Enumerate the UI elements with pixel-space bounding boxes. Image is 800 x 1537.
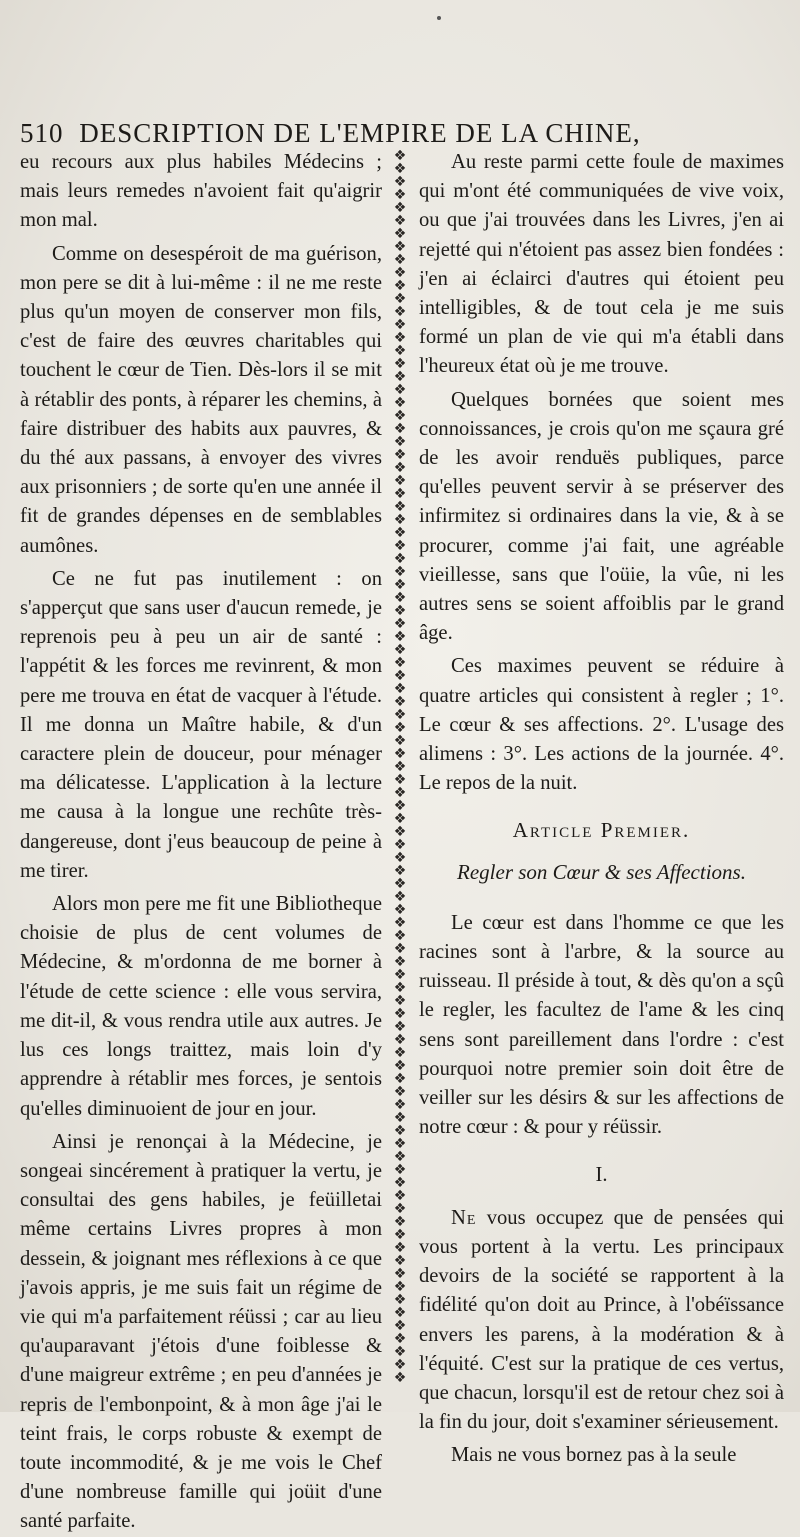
divider-ornament: ❖ — [393, 694, 407, 710]
divider-ornament: ❖ — [393, 1266, 407, 1282]
divider-ornament: ❖ — [393, 174, 407, 190]
divider-ornament: ❖ — [393, 1344, 407, 1360]
divider-ornament: ❖ — [393, 150, 407, 164]
divider-ornament: ❖ — [393, 499, 407, 515]
divider-ornament: ❖ — [393, 928, 407, 944]
divider-ornament: ❖ — [393, 1084, 407, 1100]
divider-ornament: ❖ — [393, 941, 407, 957]
ink-speck — [437, 16, 441, 20]
divider-ornament: ❖ — [393, 1318, 407, 1334]
divider-ornament: ❖ — [393, 1370, 407, 1386]
divider-ornament: ❖ — [393, 1097, 407, 1113]
divider-ornament: ❖ — [393, 1058, 407, 1074]
left-paragraph-5: Ainsi je renonçai à la Médecine, je songeai sincérement à pratiquer la vertu, je consultai des gens habiles, je feüilletai même certains Livres propres à mon dessein, & joignant mes réflexions à ce que j'avois appris, je me suis fait un régime de vie qui m'a parfaitement réüssi ; car au lieu qu'auparavant j'étois d'une foiblesse & d'une maigreur extrême ; en peu d'années je repris de l'embonpoint, & à mon âge j'ai le teint frais, le corps robuste & exempt de toute incommodité, & je me vois le Chef d'une nombreuse famille qui joüit d'une santé parfaite. — [20, 1130, 382, 1533]
divider-ornament: ❖ — [393, 434, 407, 450]
divider-ornament: ❖ — [393, 187, 407, 203]
divider-ornament: ❖ — [393, 1032, 407, 1048]
divider-ornament: ❖ — [393, 239, 407, 255]
divider-ornament: ❖ — [393, 460, 407, 476]
drop-cap-word: Ne — [451, 1206, 477, 1229]
divider-ornament: ❖ — [393, 1292, 407, 1308]
left-paragraph-2: Comme on desespéroit de ma guérison, mon pere se dit à lui-même : il ne me reste plus qu'un moyen de conserver mon fils, c'est de faire des œuvres charitables qui touchent le cœur de Tien. Dès-lors il se mit à rétablir des ponts, à réparer les chemins, à faire distribuer des habits aux pauvres, & du thé aux passans, à envoyer des vivres aux prisonniers ; de sorte qu'en une année il fit de grandes dépenses en de semblables aumônes. — [20, 242, 382, 557]
page-number: 510 — [20, 118, 64, 148]
divider-ornament: ❖ — [393, 993, 407, 1009]
divider-ornament: ❖ — [393, 1253, 407, 1269]
divider-ornament: ❖ — [393, 1279, 407, 1295]
divider-ornament: ❖ — [393, 616, 407, 632]
divider-ornament: ❖ — [393, 1331, 407, 1347]
divider-ornament: ❖ — [393, 1240, 407, 1256]
divider-ornament: ❖ — [393, 1214, 407, 1230]
divider-ornament: ❖ — [393, 525, 407, 541]
divider-ornament: ❖ — [393, 837, 407, 853]
running-title: DESCRIPTION DE L'EMPIRE DE LA CHINE, — [79, 118, 641, 148]
divider-ornament: ❖ — [393, 1006, 407, 1022]
divider-ornament: ❖ — [393, 330, 407, 346]
divider-ornament: ❖ — [393, 590, 407, 606]
divider-ornament: ❖ — [393, 746, 407, 762]
article-heading: Article Premier. — [512, 818, 691, 843]
right-paragraph-2: Quelques bornées que soient mes connoissances, je crois qu'on me sçaura gré de les avoir renduës publiques, parce qu'elles peuvent servir à se préserver des infirmitez si ordinaires dans la vie, & à se procurer, comme j'ai fait, une agréable vieillesse, sans que l'oüie, la vûe, ni les autres sens se soient affoiblis par le grand âge. — [419, 388, 784, 645]
divider-ornament: ❖ — [393, 1019, 407, 1035]
divider-ornament: ❖ — [393, 759, 407, 775]
divider-ornament: ❖ — [393, 1162, 407, 1178]
divider-ornament: ❖ — [393, 421, 407, 437]
divider-ornament: ❖ — [393, 226, 407, 242]
right-paragraph-4: Le cœur est dans l'homme ce que les racines sont à l'arbre, & la source au ruisseau. Il préside à tout, & dès qu'on a sçû le regler, les facultez de l'ame & les cinq sens sont pareillement dans l'ordre : c'est pourquoi notre premier soin doit être de veiller sur les désirs & sur les affections de notre cœur : & pour y réüssir. — [419, 911, 784, 1139]
right-paragraph-1: Au reste parmi cette foule de maximes qui m'ont été communiquées de vive voix, ou que j'ai trouvées dans les Livres, j'en ai rejetté qui n'étoient pas assez bien fondées : j'en ai éclairci d'autres qui étoient peu intelligibles, & de tout cela je me suis formé un plan de vie qui m'a établi dans l'heureux état où je me trouve. — [419, 151, 784, 378]
divider-ornament: ❖ — [393, 980, 407, 996]
divider-ornament: ❖ — [393, 863, 407, 879]
divider-ornament: ❖ — [393, 1149, 407, 1165]
right-paragraph-6: Mais ne vous bornez pas à la seule — [451, 1444, 737, 1467]
left-paragraph-1: eu recours aux plus habiles Médecins ; mais leurs remedes n'avoient fait qu'aigrir mon mal. — [20, 151, 382, 232]
divider-ornament: ❖ — [393, 551, 407, 567]
divider-ornament: ❖ — [393, 1175, 407, 1191]
section-number: I. — [595, 1163, 608, 1186]
divider-ornament: ❖ — [393, 512, 407, 528]
divider-ornament: ❖ — [393, 486, 407, 502]
divider-ornament: ❖ — [393, 343, 407, 359]
running-header — [20, 118, 790, 149]
divider-ornament: ❖ — [393, 720, 407, 736]
divider-ornament: ❖ — [393, 967, 407, 983]
divider-ornament: ❖ — [393, 577, 407, 593]
divider-ornament: ❖ — [393, 603, 407, 619]
divider-ornament: ❖ — [393, 1110, 407, 1126]
divider-ornament: ❖ — [393, 1188, 407, 1204]
divider-ornament: ❖ — [393, 629, 407, 645]
divider-ornament: ❖ — [393, 1123, 407, 1139]
right-column — [419, 148, 784, 1467]
divider-ornament: ❖ — [393, 1136, 407, 1152]
divider-ornament: ❖ — [393, 954, 407, 970]
divider-ornament: ❖ — [393, 681, 407, 697]
divider-ornament: ❖ — [393, 304, 407, 320]
divider-ornament: ❖ — [393, 447, 407, 463]
ornamental-column-divider — [388, 150, 412, 1395]
divider-ornament: ❖ — [393, 889, 407, 905]
right-paragraph-5 — [419, 1204, 784, 1438]
divider-ornament: ❖ — [393, 291, 407, 307]
divider-ornament: ❖ — [393, 733, 407, 749]
divider-ornament: ❖ — [393, 707, 407, 723]
divider-ornament: ❖ — [393, 798, 407, 814]
right-paragraph-3: Ces maximes peuvent se réduire à quatre articles qui consistent à regler ; 1°. Le cœur & ses affections. 2°. L'usage des alimens : 3°. Les actions de la journée. 4°. Le repos de la nuit. — [419, 655, 784, 795]
divider-ornament: ❖ — [393, 655, 407, 671]
divider-ornament: ❖ — [393, 1305, 407, 1321]
divider-ornament: ❖ — [393, 317, 407, 333]
divider-ornament: ❖ — [393, 772, 407, 788]
divider-ornament: ❖ — [393, 265, 407, 281]
divider-ornament: ❖ — [393, 382, 407, 398]
left-column — [20, 148, 382, 1533]
divider-ornament: ❖ — [393, 876, 407, 892]
divider-ornament: ❖ — [393, 811, 407, 827]
divider-ornament: ❖ — [393, 213, 407, 229]
divider-ornament: ❖ — [393, 824, 407, 840]
divider-ornament: ❖ — [393, 564, 407, 580]
divider-ornament: ❖ — [393, 356, 407, 372]
divider-ornament: ❖ — [393, 915, 407, 931]
divider-ornament: ❖ — [393, 408, 407, 424]
divider-ornament: ❖ — [393, 642, 407, 658]
divider-ornament: ❖ — [393, 902, 407, 918]
divider-ornament: ❖ — [393, 850, 407, 866]
divider-ornament: ❖ — [393, 252, 407, 268]
divider-ornament: ❖ — [393, 1227, 407, 1243]
divider-ornament: ❖ — [393, 200, 407, 216]
right-paragraph-5-text: vous occupez que de pensées qui vous portent à la vertu. Les principaux devoirs de la société se rapportent à la fidélité qu'on doit au Prince, à l'obéïssance envers les parens, à la modération & à l'équité. C'est sur la pratique de ces vertus, que chacun, lorsqu'il est de retour chez soi à la fin du jour, doit s'examiner sérieusement. — [419, 1206, 784, 1434]
divider-ornament: ❖ — [393, 538, 407, 554]
divider-ornament: ❖ — [393, 1201, 407, 1217]
divider-ornament: ❖ — [393, 1357, 407, 1373]
article-subtitle: Regler son Cœur & ses Affections. — [457, 859, 746, 884]
divider-ornament: ❖ — [393, 473, 407, 489]
divider-ornament: ❖ — [393, 668, 407, 684]
divider-ornament: ❖ — [393, 161, 407, 177]
divider-ornament: ❖ — [393, 785, 407, 801]
divider-ornament: ❖ — [393, 369, 407, 385]
divider-ornament: ❖ — [393, 395, 407, 411]
left-paragraph-4: Alors mon pere me fit une Bibliotheque choisie de plus de cent volumes de Médecine, & m'ordonna de me borner à l'étude de cette science : elle vous servira, me dit-il, & vous rendra utile aux autres. Je lus ces longs traittez, mais loin d'y apprendre à rétablir mes forces, je sentois qu'elles diminuoient de jour en jour. — [20, 893, 382, 1120]
divider-ornament: ❖ — [393, 1045, 407, 1061]
divider-ornament: ❖ — [393, 278, 407, 294]
left-paragraph-3: Ce ne fut pas inutilement : on s'apperçut que sans user d'aucun remede, je reprenois peu à peu un air de santé : l'appétit & les forces me revinrent, & mon pere me trouva en état de vacquer à l'étude. Il me donna un Maître habile, & d'un caractere plein de douceur, pour ménager ma délicatesse. L'application à la lecture me causa à la longue une rechûte très-dangereuse, dont j'eus beaucoup de peine à me tirer. — [20, 567, 382, 882]
divider-ornament: ❖ — [393, 1071, 407, 1087]
